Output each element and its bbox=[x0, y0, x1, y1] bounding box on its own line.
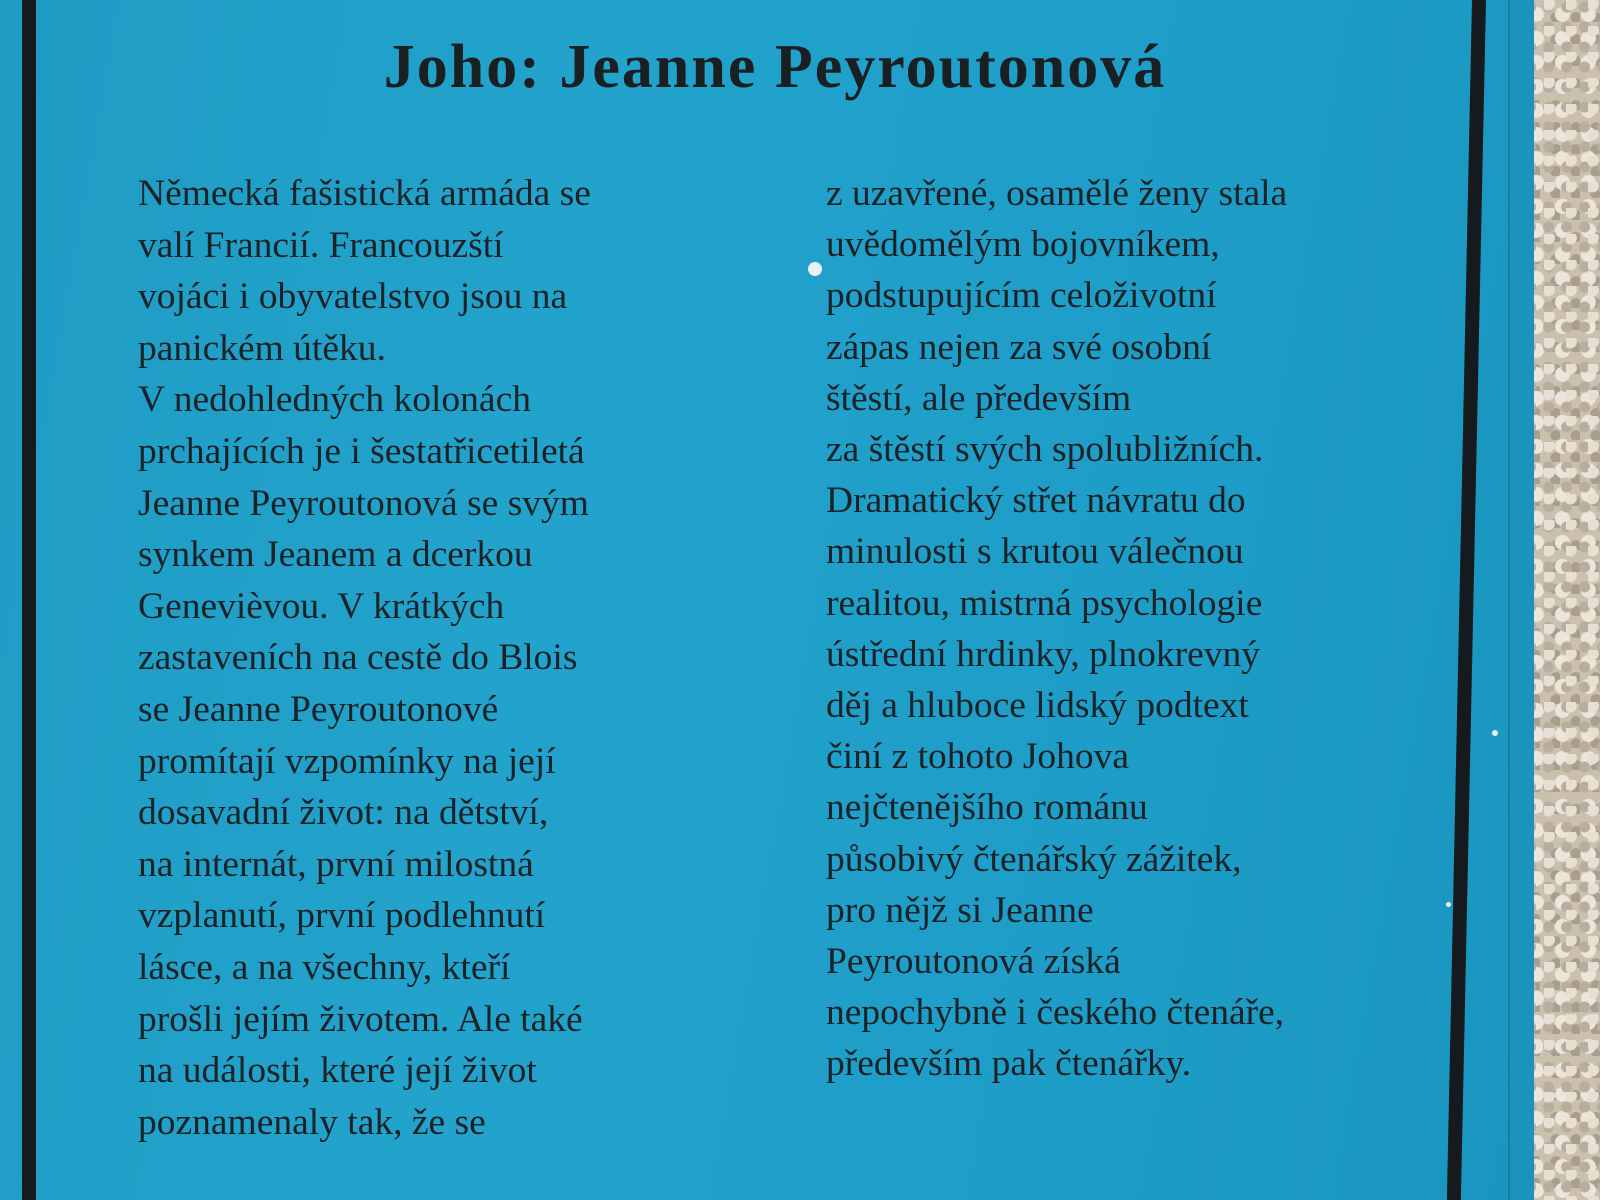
blurb-line: vzplanutí, první podlehnutí bbox=[138, 895, 546, 937]
blurb-line: děj a hluboce lidský podtext bbox=[826, 685, 1249, 727]
blurb-line: štěstí, ale především bbox=[826, 377, 1132, 419]
blurb-line: valí Francií. Francouzští bbox=[138, 224, 504, 266]
book-title: Joho: Jeanne Peyroutonová bbox=[383, 33, 1167, 101]
blurb-line: promítají vzpomínky na její bbox=[138, 740, 556, 782]
blurb-line: podstupujícím celoživotní bbox=[826, 275, 1217, 317]
blurb-line: prchajících je i šestatřicetiletá bbox=[138, 430, 585, 472]
blurb-line: zastaveních na cestě do Blois bbox=[138, 637, 578, 679]
blurb-line: Peyroutonová získá bbox=[826, 941, 1121, 983]
blurb-line: činí z tohoto Johova bbox=[826, 736, 1130, 778]
blurb-line: synkem Jeanem a dcerkou bbox=[138, 534, 533, 576]
blurb-line: lásce, a na všechny, kteří bbox=[138, 946, 511, 988]
blurb-line: uvědomělým bojovníkem, bbox=[826, 224, 1220, 266]
blurb-line: Genevièvou. V krátkých bbox=[138, 585, 505, 627]
blurb-line: působivý čtenářský zážitek, bbox=[826, 838, 1242, 880]
blurb-line: nepochybně i českého čtenáře, bbox=[826, 992, 1285, 1034]
blurb-right-column bbox=[826, 168, 1466, 1090]
frame-line-left bbox=[22, 0, 36, 1200]
blurb-line: dosavadní život: na dětství, bbox=[138, 792, 549, 834]
blurb-line: Jeanne Peyroutonová se svým bbox=[138, 482, 589, 524]
paper-speck bbox=[1492, 730, 1498, 736]
blurb-line: z uzavřené, osamělé ženy stala bbox=[826, 173, 1288, 214]
blurb-line: panickém útěku. bbox=[138, 327, 386, 369]
blurb-line: Německá fašistická armáda se bbox=[138, 173, 591, 214]
blurb-line: na internát, první milostná bbox=[138, 843, 534, 885]
blurb-line: prošli jejím životem. Ale také bbox=[138, 998, 583, 1040]
blurb-line: především pak čtenářky. bbox=[826, 1043, 1192, 1085]
paper-speck bbox=[808, 262, 822, 276]
blurb-line: zápas nejen za své osobní bbox=[826, 326, 1212, 368]
blurb-line: realitou, mistrná psychologie bbox=[826, 582, 1263, 624]
blurb-line: minulosti s krutou válečnou bbox=[826, 531, 1244, 573]
blurb-line: na události, které její život bbox=[138, 1050, 537, 1092]
blurb-line: V nedohledných kolonách bbox=[138, 379, 531, 421]
blurb-line: ústřední hrdinky, plnokrevný bbox=[826, 633, 1260, 675]
blurb-line: nejčtenějšího románu bbox=[826, 787, 1148, 829]
blurb-line: Dramatický střet návratu do bbox=[826, 480, 1246, 522]
cover-edge bbox=[1508, 0, 1534, 1200]
blurb-line: vojáci i obyvatelstvo jsou na bbox=[138, 276, 568, 318]
blurb-line: poznamenaly tak, že se bbox=[138, 1101, 486, 1143]
blurb-line: pro nějž si Jeanne bbox=[826, 889, 1094, 931]
blurb-line: se Jeanne Peyroutonové bbox=[138, 688, 499, 730]
blurb-line: za štěstí svých spolubližních. bbox=[826, 429, 1264, 471]
paper-speck bbox=[1446, 902, 1451, 907]
blurb-left-column bbox=[138, 168, 778, 1148]
